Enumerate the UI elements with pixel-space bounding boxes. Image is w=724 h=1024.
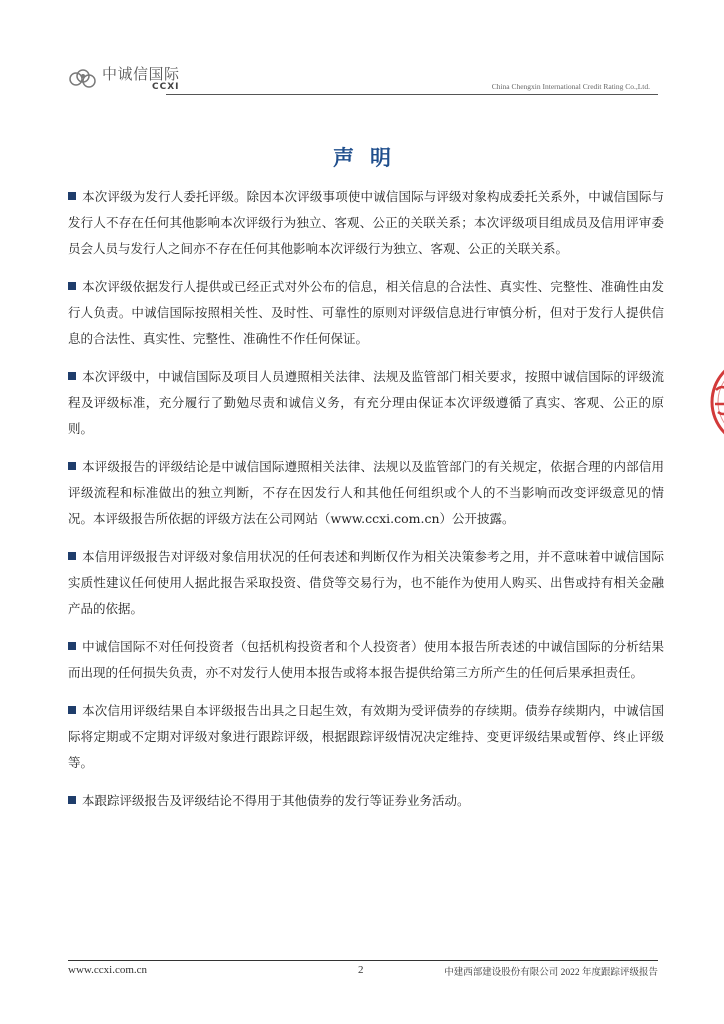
square-bullet-icon bbox=[68, 462, 76, 470]
page-header bbox=[68, 62, 658, 98]
paragraph-text: 本跟踪评级报告及评级结论不得用于其他债券的发行等证券业务活动。 bbox=[82, 793, 470, 808]
page-footer bbox=[68, 964, 658, 978]
statement-paragraph bbox=[68, 698, 664, 776]
statement-paragraph bbox=[68, 184, 664, 262]
logo-english-name: CCXI bbox=[152, 81, 180, 92]
paragraph-text: 本次信用评级结果自本评级报告出具之日起生效，有效期为受评债券的存续期。债券存续期内，中诚信国际将定期或不定期对评级对象进行跟踪评级，根据跟踪评级情况决定维持、变更评级结果或暂停、终止评级等。 bbox=[68, 703, 664, 770]
page-title: 声明 bbox=[333, 146, 407, 170]
footer-website: www.ccxi.com.cn bbox=[68, 964, 148, 976]
statement-paragraph bbox=[68, 634, 664, 686]
square-bullet-icon bbox=[68, 192, 76, 200]
square-bullet-icon bbox=[68, 282, 76, 290]
paragraph-text: 本次评级中，中诚信国际及项目人员遵照相关法律、法规及监管部门相关要求，按照中诚信国际的评级流程及评级标准，充分履行了勤勉尽责和诚信义务，有充分理由保证本次评级遵循了真实、客观、公正的原则。 bbox=[68, 369, 664, 436]
statement-paragraph bbox=[68, 788, 664, 814]
square-bullet-icon bbox=[68, 706, 76, 714]
footer-report-title: 中建西部建设股份有限公司 2022 年度跟踪评级报告 bbox=[444, 968, 658, 978]
seal-stamp-icon bbox=[706, 352, 724, 452]
header-divider bbox=[166, 94, 658, 95]
statement-paragraph bbox=[68, 364, 664, 442]
paragraph-text: 中诚信国际不对任何投资者（包括机构投资者和个人投资者）使用本报告所表述的中诚信国际的分析结果而出现的任何损失负责，亦不对发行人使用本报告或将本报告提供给第三方所产生的任何后果承担责任。 bbox=[68, 639, 664, 680]
paragraph-text: 本评级报告的评级结论是中诚信国际遵照相关法律、法规以及监管部门的有关规定，依据合理的内部信用评级流程和标准做出的独立判断，不存在因发行人和其他任何组织或个人的不当影响而改变评级意见的情况。本评级报告所依据的评级方法在公司网站（www.ccxi.com.cn）公开披露。 bbox=[68, 459, 664, 526]
red-seal-stamp bbox=[706, 352, 724, 452]
footer-divider bbox=[68, 960, 658, 961]
square-bullet-icon bbox=[68, 372, 76, 380]
statement-paragraph bbox=[68, 454, 664, 532]
page-number: 2 bbox=[358, 964, 364, 976]
statement-paragraph bbox=[68, 274, 664, 352]
statement-body bbox=[68, 184, 664, 820]
square-bullet-icon bbox=[68, 642, 76, 650]
logo-chinese-name: 中诚信国际 bbox=[102, 64, 180, 83]
ccxi-logo bbox=[68, 66, 180, 92]
statement-paragraph bbox=[68, 544, 664, 622]
ccxi-logo-icon bbox=[68, 66, 98, 92]
header-company-name: China Chengxin International Credit Rating Co.,Ltd. bbox=[491, 82, 650, 91]
paragraph-text: 本次评级为发行人委托评级。除因本次评级事项使中诚信国际与评级对象构成委托关系外，中诚信国际与发行人不存在任何其他影响本次评级行为独立、客观、公正的关联关系；本次评级项目组成员及信用评审委员会人员与发行人之间亦不存在任何其他影响本次评级行为独立、客观、公正的关联关系。 bbox=[68, 189, 664, 256]
square-bullet-icon bbox=[68, 552, 76, 560]
paragraph-text: 本次评级依据发行人提供或已经正式对外公布的信息，相关信息的合法性、真实性、完整性、准确性由发行人负责。中诚信国际按照相关性、及时性、可靠性的原则对评级信息进行审慎分析，但对于发行人提供信息的合法性、真实性、完整性、准确性不作任何保证。 bbox=[68, 279, 664, 346]
paragraph-text: 本信用评级报告对评级对象信用状况的任何表述和判断仅作为相关决策参考之用，并不意味着中诚信国际实质性建议任何使用人据此报告采取投资、借贷等交易行为，也不能作为使用人购买、出售或持有相关金融产品的依据。 bbox=[68, 549, 664, 616]
square-bullet-icon bbox=[68, 796, 76, 804]
